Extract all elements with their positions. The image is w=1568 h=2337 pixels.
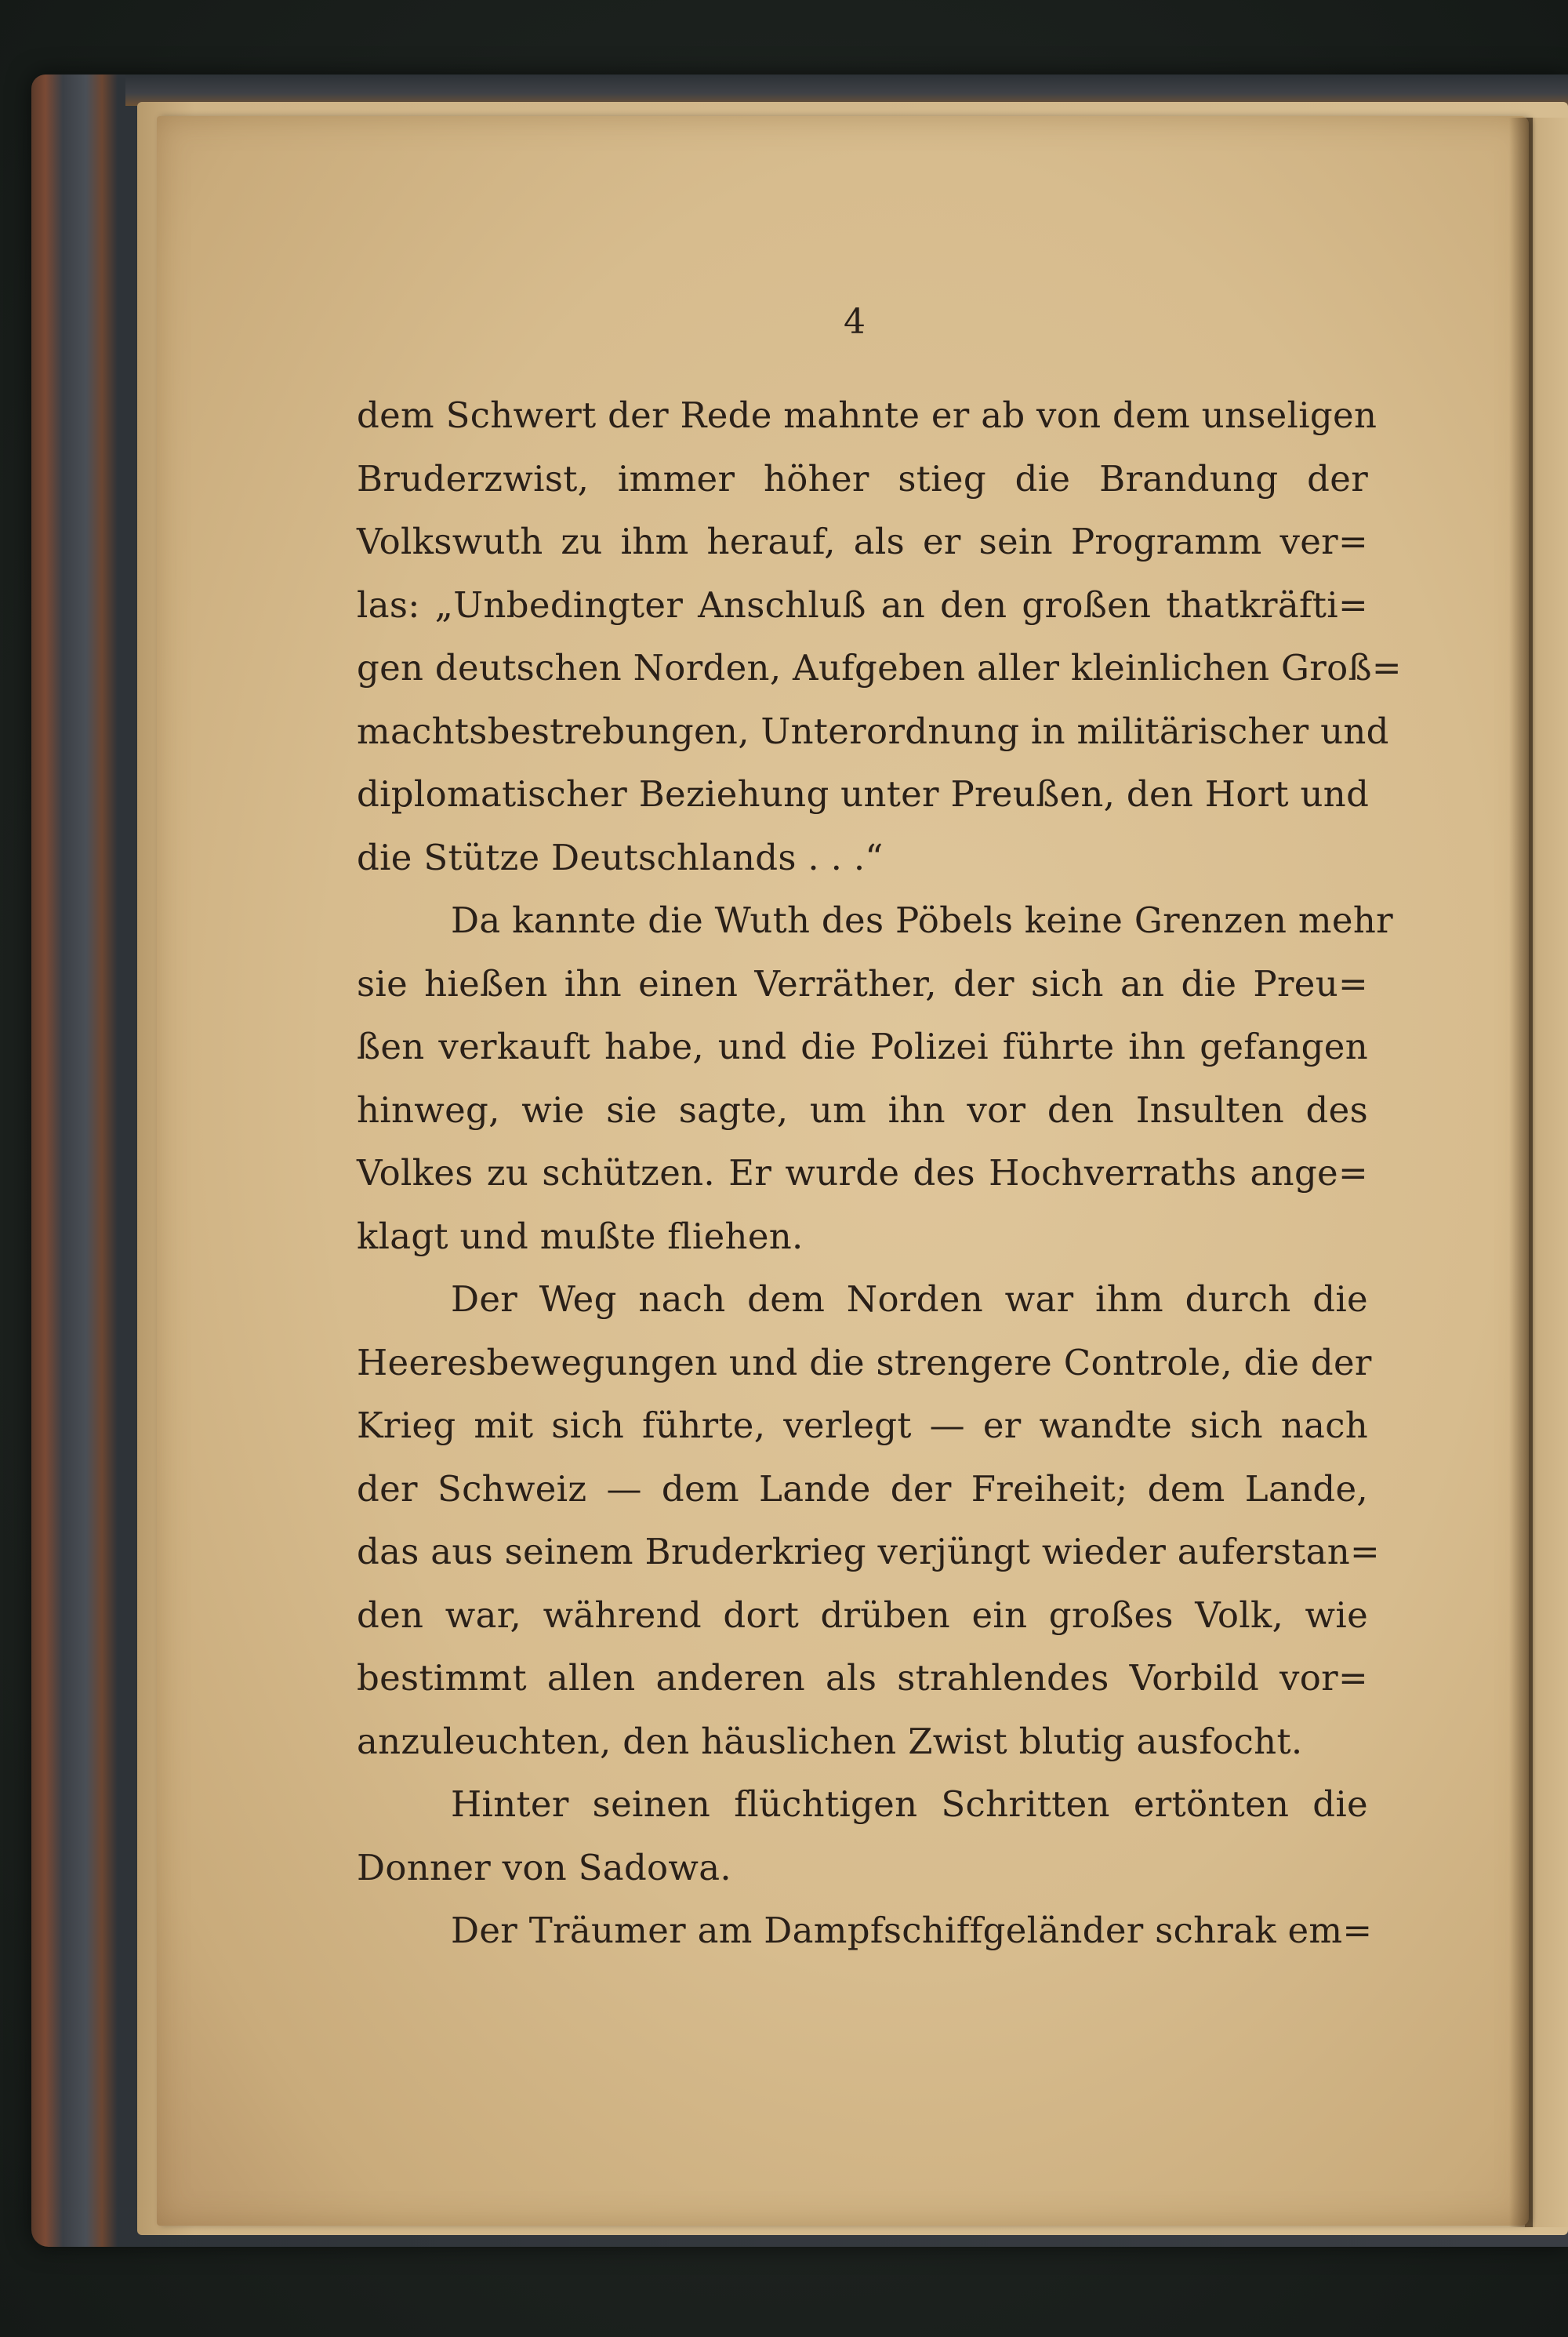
text-line: klagt und mußte fliehen. <box>357 1215 804 1257</box>
text-line: Da kannte die Wuth des Pöbels keine Grenzen mehr <box>451 900 1393 941</box>
text-line: Bruderzwist, immer höher stieg die Brandung der <box>357 457 1368 500</box>
text-line: ßen verkauft habe, und die Polizei führte ihn gefangen <box>357 1026 1368 1067</box>
text-line: hinweg, wie sie sagte, um ihn vor den Insulten des <box>357 1089 1368 1131</box>
text-line: bestimmt allen anderen als strahlendes Vorbild vor= <box>357 1657 1368 1699</box>
text-line: gen deutschen Norden, Aufgeben aller kleinlichen Groß= <box>357 647 1402 689</box>
page-body-text <box>357 384 1402 1963</box>
text-line: die Stütze Deutschlands . . .“ <box>357 836 884 878</box>
text-line: den war, während dort drüben ein großes Volk, wie <box>357 1594 1368 1636</box>
cover-top-edge <box>125 75 1568 106</box>
page-gutter <box>1509 118 1533 2227</box>
page-number: 4 <box>844 302 866 342</box>
text-line: anzuleuchten, den häuslichen Zwist blutig ausfocht. <box>357 1720 1303 1762</box>
text-line: diplomatischer Beziehung unter Preußen, den Hort und <box>357 773 1370 815</box>
text-line: las: „Unbedingter Anschluß an den großen thatkräfti= <box>357 583 1368 626</box>
text-line: machtsbestrebungen, Unterordnung in militärischer und <box>357 710 1389 752</box>
text-line: Krieg mit sich führte, verlegt — er wandte sich nach <box>357 1405 1368 1446</box>
text-line: sie hießen ihn einen Verräther, der sich an die Preu= <box>357 962 1368 1005</box>
text-line: Der Träumer am Dampfschiffgeländer schrak em= <box>451 1910 1373 1951</box>
text-line: dem Schwert der Rede mahnte er ab von dem unseligen <box>357 394 1377 436</box>
text-line: Der Weg nach dem Norden war ihm durch die <box>451 1278 1368 1320</box>
text-line: der Schweiz — dem Lande der Freiheit; dem Lande, <box>357 1467 1368 1510</box>
text-line: Donner von Sadowa. <box>357 1846 731 1888</box>
text-line: Volkes zu schützen. Er wurde des Hochverraths ange= <box>357 1152 1368 1194</box>
text-line: Volkswuth zu ihm herauf, als er sein Programm ver= <box>357 521 1368 562</box>
text-line: Heeresbewegungen und die strengere Controle, die der <box>357 1341 1372 1383</box>
text-line: Hinter seinen flüchtigen Schritten ertönten die <box>451 1783 1368 1825</box>
text-line: das aus seinem Bruderkrieg verjüngt wieder auferstan= <box>357 1531 1381 1572</box>
